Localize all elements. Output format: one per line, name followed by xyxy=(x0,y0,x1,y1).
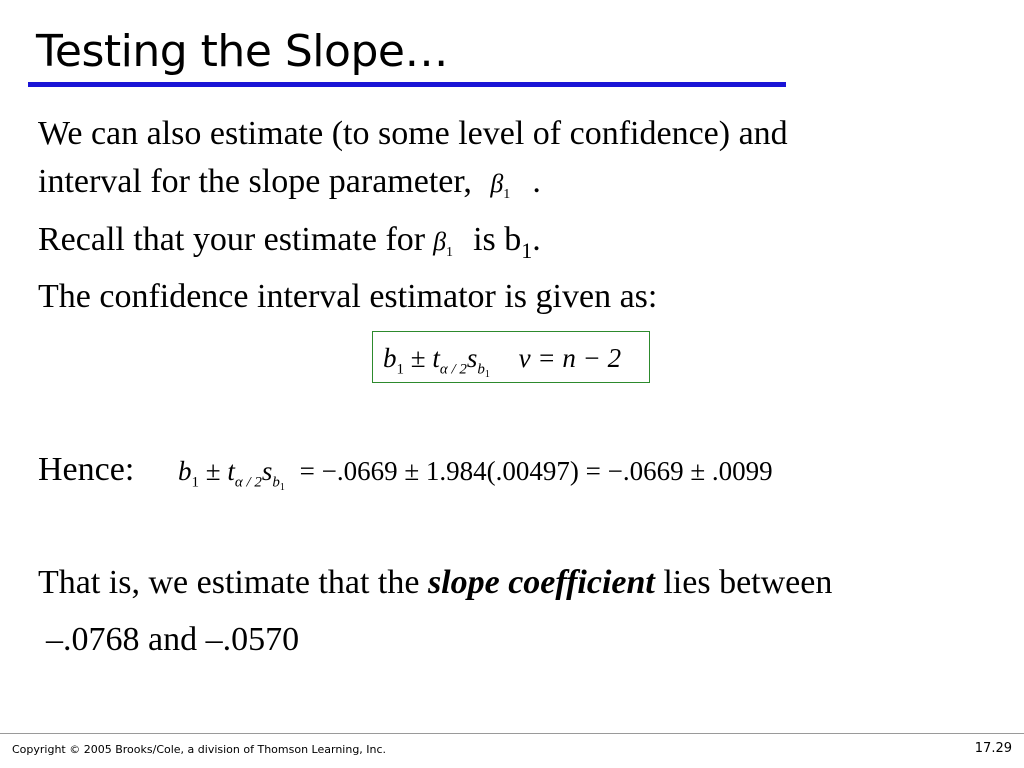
beta-one-symbol-2: $\beta_1$ xyxy=(433,227,454,261)
conclusion-line: That is, we estimate that the slope coefficient lies between xyxy=(38,564,833,601)
title-underline xyxy=(28,82,786,87)
body-line-2-text: interval for the slope parameter, xyxy=(38,163,472,200)
body-line-1: We can also estimate (to some level of confidence) and xyxy=(38,115,788,152)
footer-divider xyxy=(0,733,1024,734)
beta-one-symbol: $\beta_1$ xyxy=(490,169,511,203)
body-line-3-pre: Recall that your estimate for xyxy=(38,221,426,258)
body-line-3-post: is b xyxy=(473,221,522,258)
body-line-2-end: . xyxy=(532,163,541,200)
confidence-interval-formula-box xyxy=(372,331,650,383)
hence-label: Hence: xyxy=(38,451,135,488)
slide-title: Testing the Slope… xyxy=(36,26,448,77)
slope-coefficient-emphasis: slope coefficient xyxy=(427,564,655,601)
confidence-interval-formula: $b_1 \pm t_{\alpha / 2}s_{b1}$ ν = n − 2 xyxy=(383,343,622,381)
conclusion-range: –.0768 and –.0570 xyxy=(46,621,300,658)
body-line-4: The confidence interval estimator is given as: xyxy=(38,278,658,315)
hence-formula: $b_1 \pm t_{\alpha / 2}s_{b1} = -.0669 \pm 1.984(.00497) = -.0669 \pm .0099$ xyxy=(178,456,773,494)
hence-formula-rhs: = −.0669 ± 1.984(.00497) = −.0669 ± .0099 xyxy=(299,456,773,486)
footer-copyright: Copyright © 2005 Brooks/Cole, a division of Thomson Learning, Inc. xyxy=(12,743,387,756)
slide-number: 17.29 xyxy=(974,741,1012,756)
degrees-of-freedom: ν = n − 2 xyxy=(518,343,622,373)
b-one-subscript: 1 xyxy=(521,237,533,263)
body-line-3: Recall that your estimate for $\beta_1$ is $b_1$. xyxy=(38,220,541,273)
body-line-2 xyxy=(38,162,541,215)
